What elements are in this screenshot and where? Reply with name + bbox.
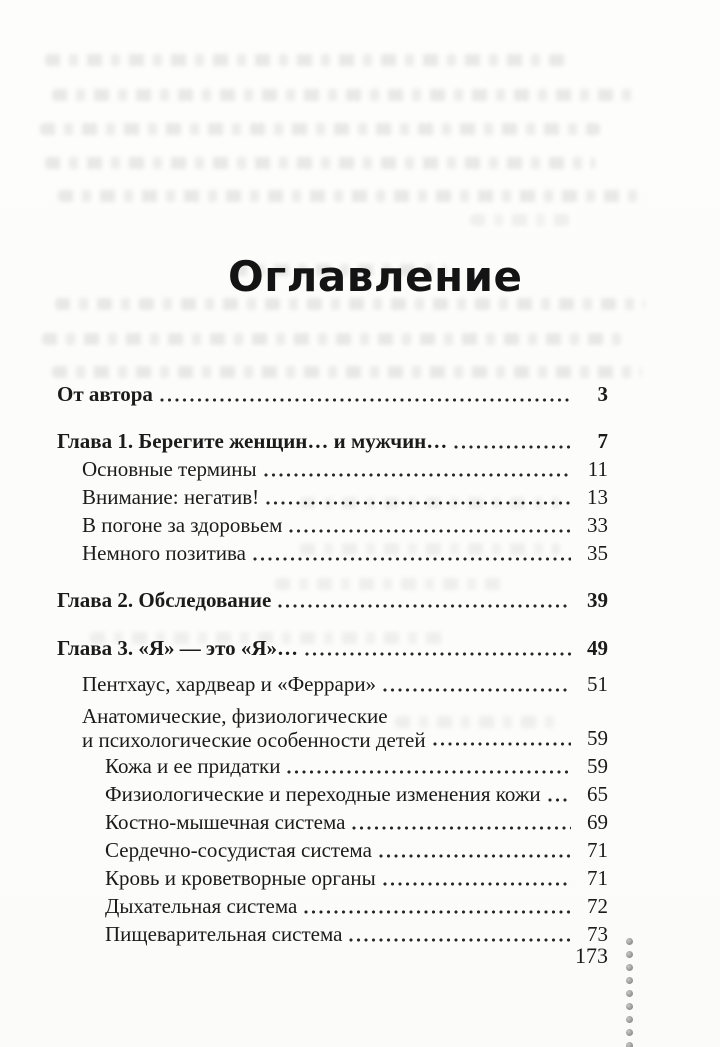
toc-entry <box>57 780 608 808</box>
toc-entry-page: 33 <box>587 513 608 537</box>
toc-entry <box>57 483 608 511</box>
binding-dot <box>626 990 633 997</box>
toc-entry-page: 71 <box>587 866 608 890</box>
toc-entry-label: Глава 1. Берегите женщин… и мужчин… <box>57 429 448 453</box>
toc-entry-label: Кожа и ее придатки <box>105 754 281 778</box>
toc-entry <box>57 864 608 892</box>
toc-entry <box>57 634 608 662</box>
bleed-through-smudge <box>40 123 600 135</box>
dot-leader <box>433 742 571 746</box>
toc-entry <box>57 892 608 920</box>
dot-leader <box>304 910 571 914</box>
dot-leader <box>349 938 571 942</box>
bleed-through-smudge <box>52 89 637 101</box>
table-of-contents <box>57 380 608 948</box>
toc-entry-label: Внимание: негатив! <box>82 485 260 509</box>
toc-entry <box>57 380 608 408</box>
binding-dot <box>626 1042 633 1047</box>
toc-entry-page: 11 <box>587 457 608 481</box>
toc-entry-page: 65 <box>587 782 608 806</box>
dot-leader <box>379 854 571 858</box>
binding-dot <box>626 1003 633 1010</box>
toc-entry-label: От автора <box>57 382 153 406</box>
dot-leader <box>253 557 571 561</box>
toc-entry-page: 69 <box>587 810 608 834</box>
dot-leader <box>454 445 571 449</box>
dot-leader <box>287 770 571 774</box>
toc-entry-page: 71 <box>587 838 608 862</box>
toc-entry-label: Сердечно-сосудистая система <box>105 838 372 862</box>
toc-entry-page: 59 <box>587 754 608 778</box>
binding-dot <box>626 1029 633 1036</box>
toc-entry-label: Глава 2. Обследование <box>57 588 272 612</box>
toc-entry-page: 35 <box>587 541 608 565</box>
toc-entry-page: 3 <box>597 382 608 406</box>
bleed-through-smudge <box>470 214 570 226</box>
toc-entry <box>57 427 608 455</box>
bleed-through-smudge <box>52 366 642 378</box>
bleed-through-smudge <box>42 333 622 345</box>
toc-entry-page: 59 <box>587 726 608 750</box>
toc-entry <box>57 539 608 567</box>
binding-dot <box>626 938 633 945</box>
toc-entry <box>57 670 608 698</box>
toc-entry-label: Пищеварительная система <box>105 922 343 946</box>
binding-dot <box>626 951 633 958</box>
toc-entry-label: Основные термины <box>82 457 257 481</box>
toc-entry <box>57 752 608 780</box>
toc-entry-page: 73 <box>587 922 608 946</box>
binding-dots <box>626 938 633 1047</box>
dot-leader <box>278 604 571 608</box>
toc-entry <box>57 704 608 752</box>
binding-dot <box>626 964 633 971</box>
dot-leader <box>289 529 571 533</box>
page-number: 173 <box>575 943 608 968</box>
toc-entry <box>57 455 608 483</box>
toc-entry <box>57 586 608 614</box>
dot-leader <box>264 473 571 477</box>
dot-leader <box>352 826 571 830</box>
bleed-through-smudge <box>58 190 643 202</box>
toc-entry-label: Пентхаус, хардвеар и «Феррари» <box>82 672 377 696</box>
toc-entry-label: Костно-мышечная система <box>105 810 346 834</box>
toc-entry-page: 39 <box>587 588 608 612</box>
toc-entry-page: 72 <box>587 894 608 918</box>
toc-entry-page: 7 <box>597 429 608 453</box>
toc-entry <box>57 808 608 836</box>
bleed-through-smudge <box>45 157 595 169</box>
toc-entry-label: В погоне за здоровьем <box>82 513 283 537</box>
toc-entry-label: Дыхательная система <box>105 894 298 918</box>
toc-entry-label: Немного позитива <box>82 541 247 565</box>
dot-leader <box>383 882 571 886</box>
binding-dot <box>626 1016 633 1023</box>
dot-leader <box>548 798 571 802</box>
dot-leader <box>305 652 571 656</box>
toc-entry-label: Кровь и кроветворные органы <box>105 866 376 890</box>
bleed-through-smudge <box>45 54 565 66</box>
toc-entry-label: Анатомические, физиологические и психологические особенности детей <box>82 704 426 752</box>
page-title: Оглавление <box>228 252 523 302</box>
toc-entry-label: Глава 3. «Я» — это «Я»… <box>57 636 299 660</box>
dot-leader <box>160 398 571 402</box>
toc-entry <box>57 511 608 539</box>
toc-entry-page: 51 <box>587 672 608 696</box>
dot-leader <box>266 501 571 505</box>
dot-leader <box>383 688 571 692</box>
binding-dot <box>626 977 633 984</box>
toc-entry-page: 49 <box>587 636 608 660</box>
toc-entry-page: 13 <box>587 485 608 509</box>
toc-entry <box>57 836 608 864</box>
toc-entry-label: Физиологические и переходные изменения кожи <box>105 782 541 806</box>
